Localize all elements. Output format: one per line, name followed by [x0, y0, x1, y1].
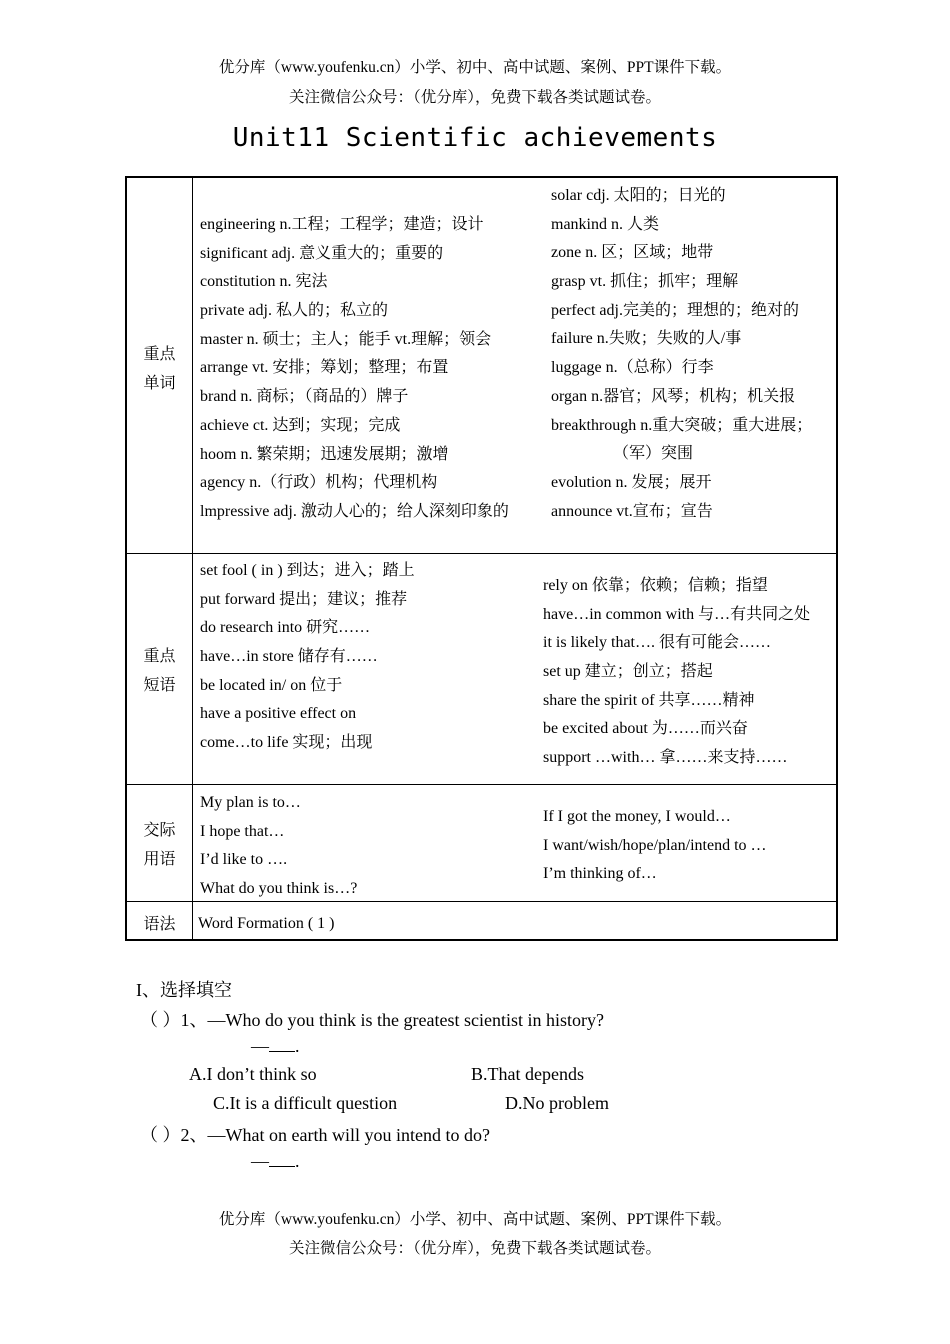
- list-item: luggage n.（总称）行李: [551, 359, 714, 377]
- list-item: zone n. 区；区域；地带: [551, 244, 714, 262]
- list-item: come…to life 实现；出现: [200, 734, 373, 752]
- answer-paren[interactable]: （ ）: [140, 1010, 181, 1030]
- question-2: [140, 1121, 490, 1147]
- key-phrases-left-list: [200, 557, 415, 758]
- list-item: My plan is to…: [200, 794, 301, 811]
- key-words-right-list: [551, 182, 812, 526]
- key-words-label: 重点 单词: [143, 346, 176, 392]
- grammar-content: Word Formation ( 1 ): [198, 915, 335, 932]
- list-item: （军）突围: [613, 445, 694, 463]
- list-item: lmpressive adj. 激动人心的；给人深刻印象的: [200, 502, 509, 520]
- grammar-label: 语法: [143, 916, 176, 933]
- page-footer-line-1: 优分库（www.youfenku.cn）小学、初中、高中试题、案例、PPT课件下载。: [218, 1211, 732, 1228]
- list-item: hoom n. 繁荣期；迅速发展期；激增: [200, 445, 449, 463]
- list-item: set fool ( in ) 到达；进入；踏上: [200, 562, 415, 579]
- list-item: constitution n. 宪法: [200, 273, 328, 291]
- option-b[interactable]: B.That depends: [471, 1064, 584, 1084]
- list-item: significant adj. 意义重大的；重要的: [200, 244, 444, 262]
- option-c[interactable]: C.It is a difficult question: [213, 1093, 398, 1113]
- list-item: have…in common with 与…有共同之处: [543, 605, 811, 623]
- option-d[interactable]: D.No problem: [505, 1093, 609, 1113]
- page-footer-line-2: 关注微信公众号：（优分库），免费下载各类试题试卷。: [288, 1240, 661, 1257]
- list-item: organ n.器官；风琴；机构；机关报: [551, 387, 796, 405]
- table-row-divider: [127, 784, 836, 785]
- question-1-answer-line: — .: [251, 1036, 300, 1056]
- key-phrases-label: 重点 短语: [143, 648, 176, 694]
- list-item: do research into 研究……: [200, 619, 371, 637]
- list-item: achieve ct. 达到；实现；完成: [200, 416, 401, 434]
- list-item: What do you think is…?: [200, 880, 358, 898]
- list-item: master n. 硕士；主人；能手 vt.理解；领会: [200, 330, 492, 348]
- list-item: perfect adj.完美的；理想的；绝对的: [551, 301, 799, 319]
- list-item: put forward 提出；建议；推荐: [200, 590, 408, 608]
- expressions-right-list: [543, 803, 767, 889]
- question-2-answer-line: — .: [251, 1151, 300, 1171]
- list-item: engineering n.工程；工程学；建造；设计: [200, 216, 484, 233]
- expressions-label: 交际 用语: [143, 822, 176, 868]
- list-item: brand n. 商标；（商品的）牌子: [200, 388, 409, 406]
- list-item: it is likely that…. 很有可能会……: [543, 634, 771, 652]
- list-item: I’d like to ….: [200, 851, 288, 869]
- page-header-line-1: 优分库（www.youfenku.cn）小学、初中、高中试题、案例、PPT课件下载。: [218, 59, 732, 76]
- list-item: I hope that…: [200, 822, 285, 840]
- list-item: evolution n. 发展；展开: [551, 473, 712, 491]
- list-item: I want/wish/hope/plan/intend to …: [543, 836, 767, 854]
- list-item: private adj. 私人的；私立的: [200, 302, 388, 320]
- list-item: have…in store 储存有……: [200, 648, 378, 666]
- vocabulary-table: [125, 176, 838, 941]
- list-item: solar cdj. 太阳的；日光的: [551, 187, 726, 204]
- answer-blank[interactable]: [269, 1037, 295, 1052]
- list-item: have a positive effect on: [200, 705, 357, 723]
- list-item: failure n.失败；失败的人/事: [551, 330, 742, 348]
- list-item: arrange vt. 安排；筹划；整理；布置: [200, 359, 449, 377]
- answer-blank[interactable]: [269, 1152, 295, 1167]
- question-text: 1、—Who do you think is the greatest scientist in history?: [180, 1010, 604, 1030]
- exercise-section-title: I、选择填空: [136, 980, 232, 1000]
- key-phrases-right-list: [543, 572, 810, 773]
- list-item: be located in/ on 位于: [200, 676, 343, 694]
- page-header-line-2: 关注微信公众号：（优分库），免费下载各类试题试卷。: [288, 89, 661, 106]
- question-1: [140, 1006, 604, 1032]
- table-column-divider: [192, 178, 193, 939]
- list-item: rely on 依靠；依赖；信赖；指望: [543, 577, 768, 594]
- list-item: share the spirit of 共享……精神: [543, 691, 755, 709]
- list-item: be excited about 为……而兴奋: [543, 720, 748, 738]
- list-item: I’m thinking of…: [543, 865, 657, 883]
- list-item: breakthrough n.重大突破；重大进展；: [551, 416, 813, 434]
- list-item: grasp vt. 抓住；抓牢；理解: [551, 273, 739, 291]
- question-text: 2、—What on earth will you intend to do?: [180, 1125, 490, 1145]
- list-item: set up 建立；创立；搭起: [543, 663, 713, 681]
- table-row-divider: [127, 553, 836, 554]
- list-item: support …with… 拿……来支持……: [543, 749, 788, 767]
- answer-paren[interactable]: （ ）: [140, 1125, 181, 1145]
- list-item: mankind n. 人类: [551, 215, 659, 233]
- list-item: announce vt.宣布；宣告: [551, 502, 713, 520]
- expressions-left-list: [200, 789, 357, 904]
- list-item: If I got the money, I would…: [543, 808, 731, 825]
- key-words-left-list: [200, 211, 509, 527]
- list-item: agency n.（行政）机构；代理机构: [200, 474, 438, 492]
- option-a[interactable]: A.I don’t think so: [189, 1064, 317, 1084]
- page-title: Unit11 Scientific achievements: [232, 123, 718, 153]
